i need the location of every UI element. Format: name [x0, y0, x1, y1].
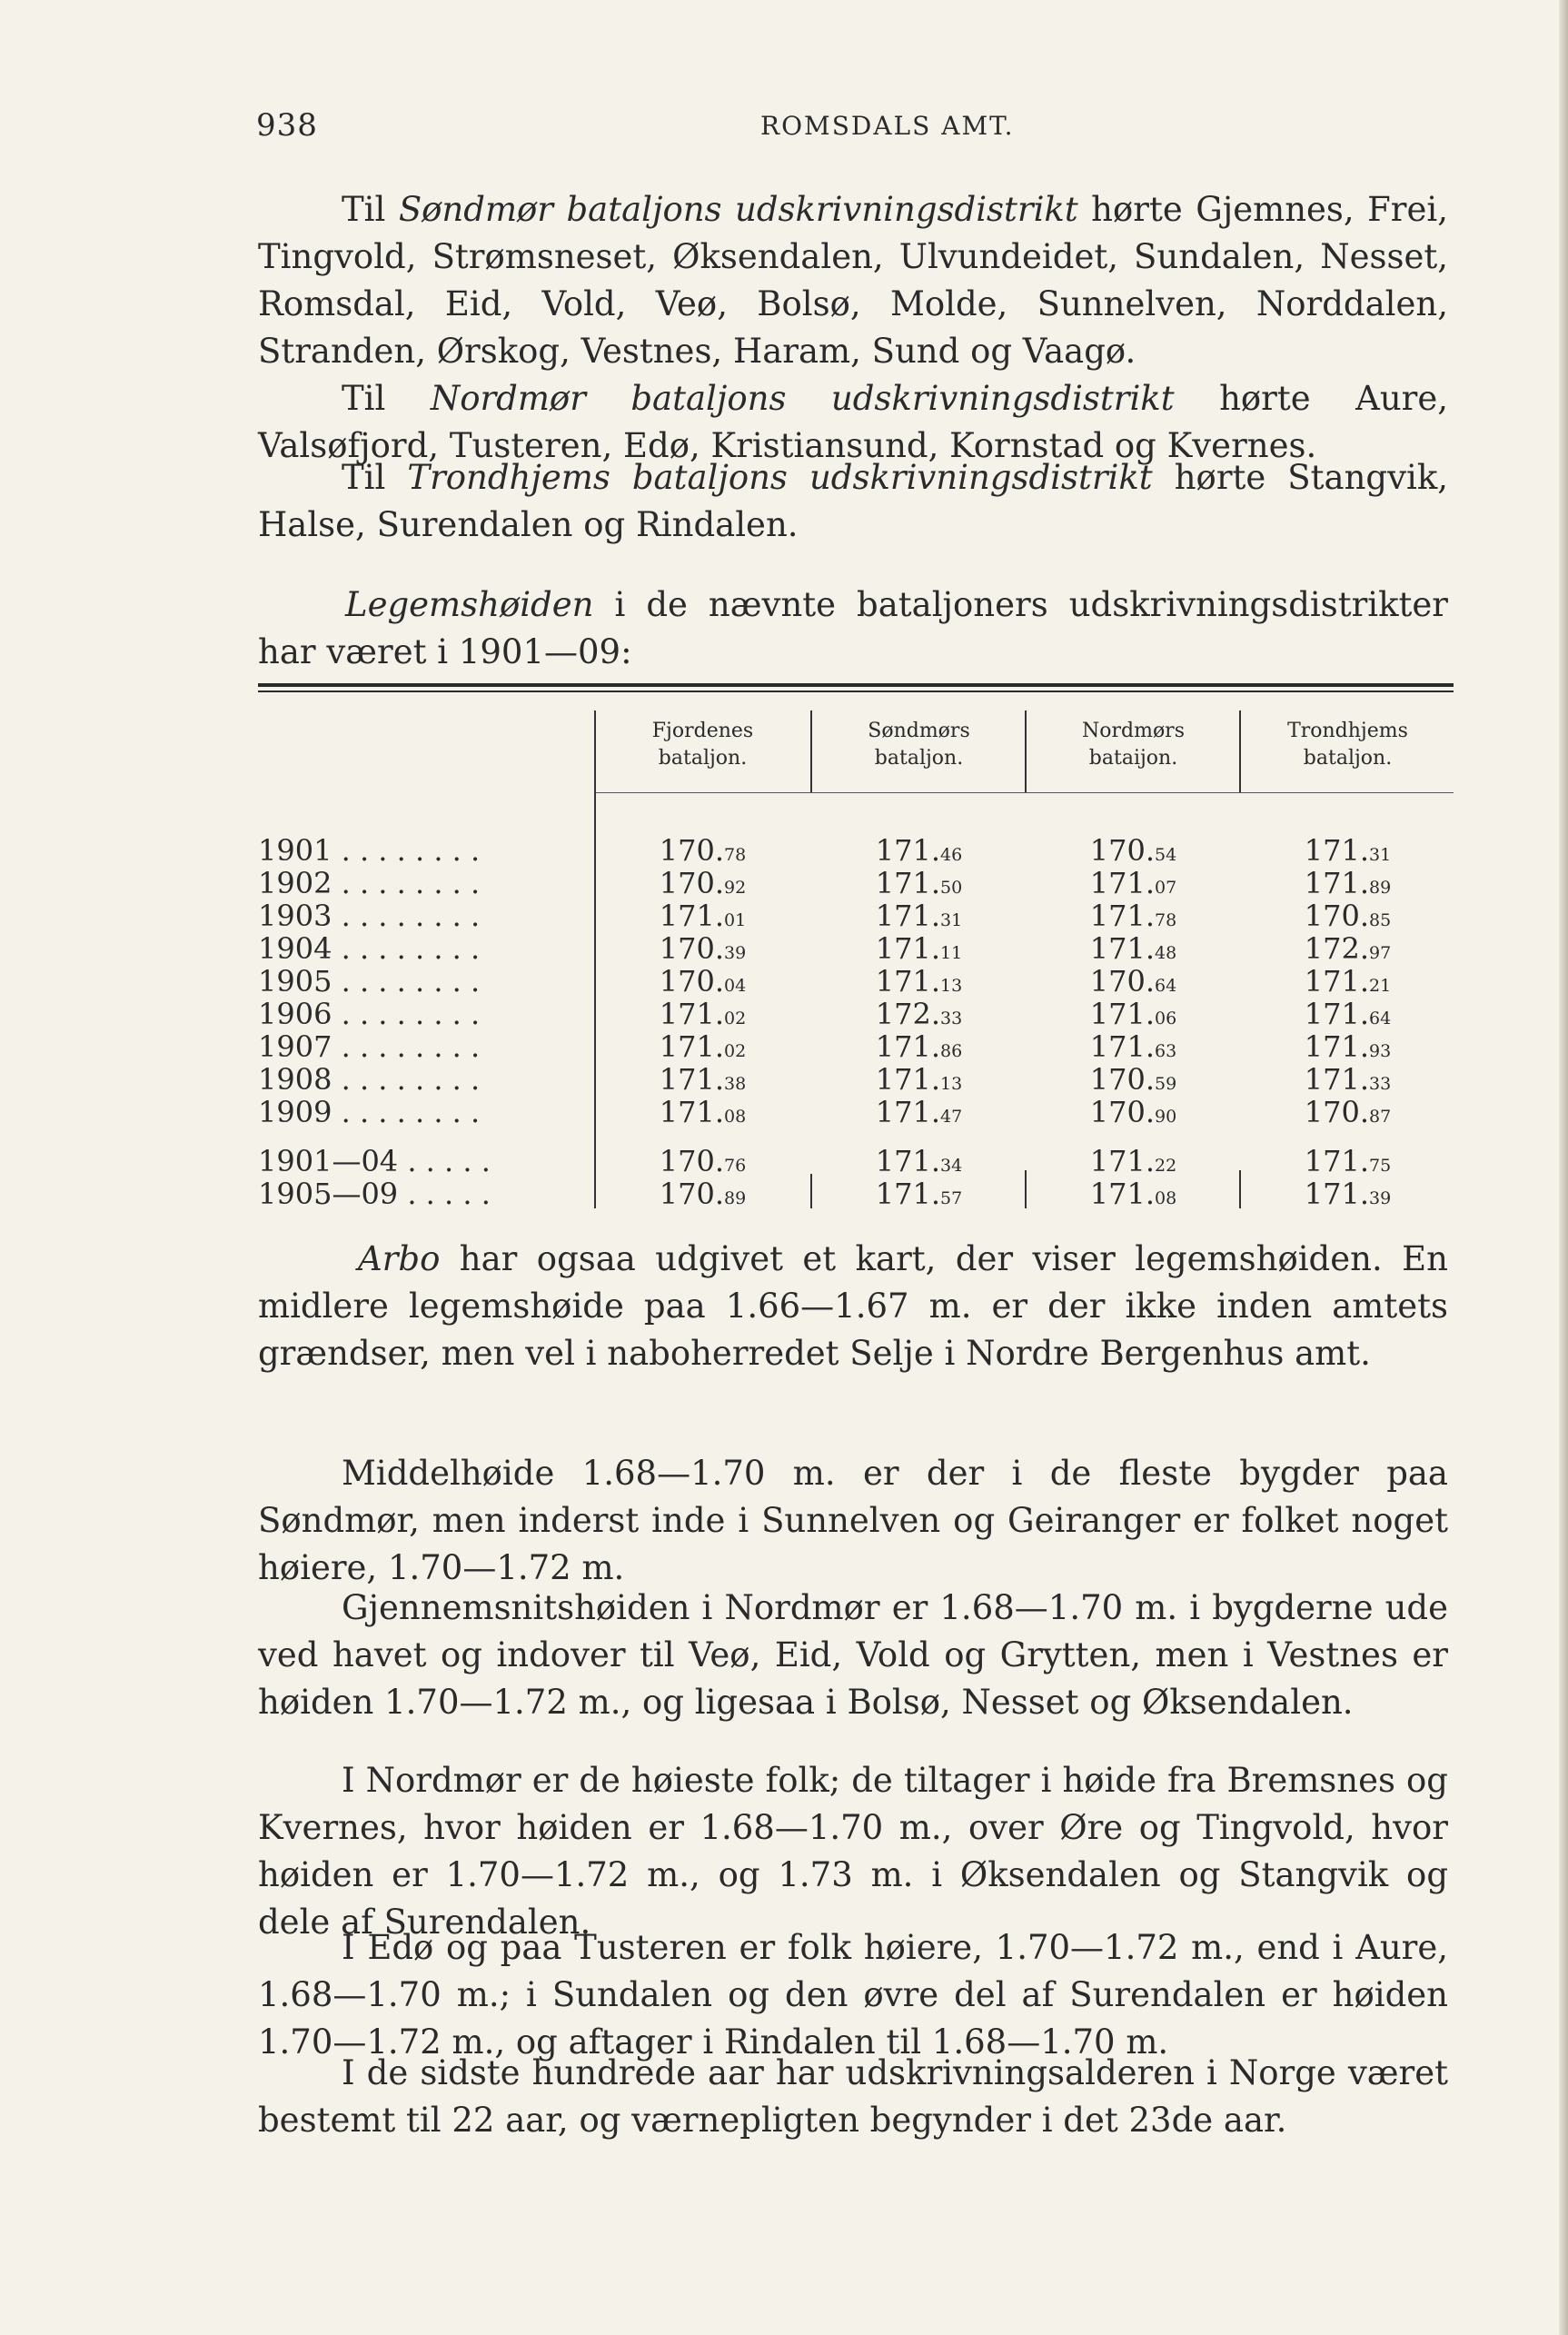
paragraph-edo: [258, 1924, 1448, 2066]
paragraph-text: I de sidste hundrede aar har udskrivningsalderen i Norge været bestemt til 22 aar, og værnepligten begynder i det 23de aar.: [258, 2053, 1448, 2140]
table-cell: 171.34: [875, 1144, 963, 1178]
table-cell: 171.89: [1304, 866, 1392, 900]
paragraph-text: hørte Gjemnes, Frei, Tingvold, Strømsneset, Øksendalen, Ulvundeidet, Sundalen, Nesset, Romsdal, Eid, Vold, Veø, Bolsø, Molde, Sunnelven, Norddalen, Stranden, Ørskog, Vestnes, Haram, Sund og Vaagø.: [258, 190, 1448, 371]
table-cell: 172.33: [875, 997, 963, 1031]
table-cell: 171.75: [1304, 1144, 1392, 1178]
table-cell: 170.04: [659, 964, 747, 999]
paragraph-arbo: [258, 1236, 1448, 1377]
table-cell: 170.39: [659, 931, 747, 966]
paragraph-intro: [258, 581, 1448, 676]
table-cell: 171.47: [875, 1095, 963, 1129]
paragraph-lead: Til: [342, 190, 399, 229]
table-cell: 171.46: [875, 833, 963, 868]
summary-row: [258, 1177, 1454, 1210]
table-cell: 172.97: [1304, 931, 1392, 966]
table-cell: 170.64: [1089, 964, 1177, 999]
paragraph-text: Middelhøide 1.68—1.70 m. er der i de fleste bygder paa Søndmør, men inderst inde i Sunnelven og Geiranger er folket noget høiere, 1.70—1.72 m.: [258, 1454, 1448, 1587]
paragraph-lead: Til: [342, 458, 408, 497]
paragraph-text: Gjennemsnitshøiden i Nordmør er 1.68—1.70 m. i bygderne ude ved havet og indover til Veø, Eid, Vold og Grytten, men i Vestnes er høiden 1.70—1.72 m., og ligesaa i Bolsø, Nesset og Øksendalen.: [258, 1588, 1448, 1722]
table-cell: 170.54: [1089, 833, 1177, 868]
table-row: [258, 1030, 1454, 1063]
table-row: [258, 834, 1454, 867]
table-cell: 170.89: [659, 1177, 747, 1211]
row-label: 1901—04 . . . . .: [258, 1144, 491, 1178]
summary-row: [258, 1145, 1454, 1177]
district-name: Trondhjems bataljons udskrivningsdistrikt: [407, 458, 1153, 497]
table-cell: 170.85: [1304, 899, 1392, 933]
table-top-rule-thin: [258, 691, 1454, 692]
table-cell: 171.07: [1089, 866, 1177, 900]
table-cell: 170.76: [659, 1144, 747, 1178]
row-label: 1905—09 . . . . .: [258, 1177, 491, 1211]
table-top-rule: [258, 683, 1454, 687]
table-cell: 170.92: [659, 866, 747, 900]
table-cell: 170.90: [1089, 1095, 1177, 1129]
page-edge: [1559, 0, 1568, 2335]
table-cell: 171.57: [875, 1177, 963, 1211]
paragraph-middelhoide: [258, 1450, 1448, 1592]
row-label: 1904 . . . . . . . .: [258, 931, 481, 966]
height-table: [258, 683, 1454, 1210]
row-label: 1906 . . . . . . . .: [258, 997, 481, 1031]
table-cell: 171.22: [1089, 1144, 1177, 1178]
paragraph-text: I Nordmør er de høieste folk; de tiltager i høide fra Bremsnes og Kvernes, hvor høiden er 1.68—1.70 m., over Øre og Tingvold, hvor høiden er 1.70—1.72 m., og 1.73 m. i Øksendalen og Stangvik og dele af Surendalen.: [258, 1761, 1448, 1942]
table-row: [258, 965, 1454, 998]
column-divider: [810, 710, 812, 792]
column-header-sondmors: Søndmørs bataljon.: [868, 720, 970, 770]
table-cell: 171.31: [1304, 833, 1392, 868]
row-label: 1905 . . . . . . . .: [258, 964, 481, 999]
paragraph-text: hørte Stangvik, Halse, Surendalen og Rindalen.: [258, 458, 1449, 544]
row-label: 1909 . . . . . . . .: [258, 1095, 481, 1129]
column-header-fjordenes: Fjordenes bataljon.: [651, 720, 754, 770]
running-title: ROMSDALS AMT.: [760, 111, 1015, 141]
column-header-trondhjems: Trondhjems bataljon.: [1287, 720, 1408, 770]
table-row: [258, 998, 1454, 1030]
table-cell: 171.21: [1304, 964, 1392, 999]
table-cell: 171.02: [659, 997, 747, 1031]
table-cell: 171.86: [875, 1029, 963, 1064]
table-cell: 171.38: [659, 1062, 747, 1097]
page-number: 938: [256, 107, 318, 144]
table-cell: 171.13: [875, 1062, 963, 1097]
table-cell: 171.39: [1304, 1177, 1392, 1211]
table-cell: 171.50: [875, 866, 963, 900]
page-header: [256, 107, 1437, 144]
table-cell: 171.02: [659, 1029, 747, 1064]
paragraph-text: i de nævnte bataljoners udskrivningsdistrikter har været i 1901—09:: [258, 585, 1448, 671]
row-label: 1901 . . . . . . . .: [258, 833, 481, 868]
table-cell: 170.59: [1089, 1062, 1177, 1097]
table-cell: 171.01: [659, 899, 747, 933]
table-row: [258, 899, 1454, 932]
column-header-nordmors: Nordmørs bataijon.: [1081, 720, 1185, 770]
district-name: Nordmør bataljons udskrivningsdistrikt: [430, 379, 1175, 418]
paragraph-gjennemsnit: [258, 1585, 1448, 1726]
table-cell: 171.11: [875, 931, 963, 966]
row-label: 1902 . . . . . . . .: [258, 866, 481, 900]
table-cell: 171.78: [1089, 899, 1177, 933]
intro-term: Legemshøiden: [345, 585, 594, 624]
paragraph-text: I Edø og paa Tusteren er folk høiere, 1.70—1.72 m., end i Aure, 1.68—1.70 m.; i Sundalen og den øvre del af Surendalen er høiden 1.70—1.72 m., og aftager i Rindalen til 1.68—1.70 m.: [258, 1928, 1448, 2062]
row-label: 1908 . . . . . . . .: [258, 1062, 481, 1097]
header-rule: [596, 792, 1454, 793]
table-row: [258, 1096, 1454, 1128]
paragraph-lead: Til: [342, 379, 431, 418]
table-cell: 171.63: [1089, 1029, 1177, 1064]
table-cell: 171.08: [659, 1095, 747, 1129]
table-cell: 171.33: [1304, 1062, 1392, 1097]
table-row: [258, 867, 1454, 899]
paragraph-trondhjem: [258, 454, 1448, 549]
table-cell: 171.13: [875, 964, 963, 999]
paragraph-nordmor-heights: [258, 1757, 1448, 1946]
table-cell: 171.31: [875, 899, 963, 933]
table-cell: 171.06: [1089, 997, 1177, 1031]
table-cell: 171.93: [1304, 1029, 1392, 1064]
table-cell: 170.78: [659, 833, 747, 868]
district-name: Søndmør bataljons udskrivningsdistrikt: [398, 190, 1078, 229]
row-label: 1907 . . . . . . . .: [258, 1029, 481, 1064]
table-cell: 170.87: [1304, 1095, 1392, 1129]
table-cell: 171.08: [1089, 1177, 1177, 1211]
table-cell: 171.64: [1304, 997, 1392, 1031]
paragraph-text: hørte Aure, Valsøfjord, Tusteren, Edø, Kristiansund, Kornstad og Kvernes.: [258, 379, 1448, 465]
author-name: Arbo: [358, 1239, 441, 1278]
paragraph-conscription: [258, 2050, 1448, 2144]
column-divider: [1239, 710, 1241, 792]
table-cell: 171.48: [1089, 931, 1177, 966]
table-row: [258, 932, 1454, 965]
table-row: [258, 1063, 1454, 1096]
column-divider: [1025, 710, 1027, 792]
paragraph-sondmor: [258, 186, 1448, 375]
paragraph-text: har ogsaa udgivet et kart, der viser legemshøiden. En midlere legemshøide paa 1.66—1.67 m. er der ikke inden amtets grændser, men vel i naboherredet Selje i Nordre Bergenhus amt.: [258, 1239, 1448, 1373]
row-label: 1903 . . . . . . . .: [258, 899, 481, 933]
